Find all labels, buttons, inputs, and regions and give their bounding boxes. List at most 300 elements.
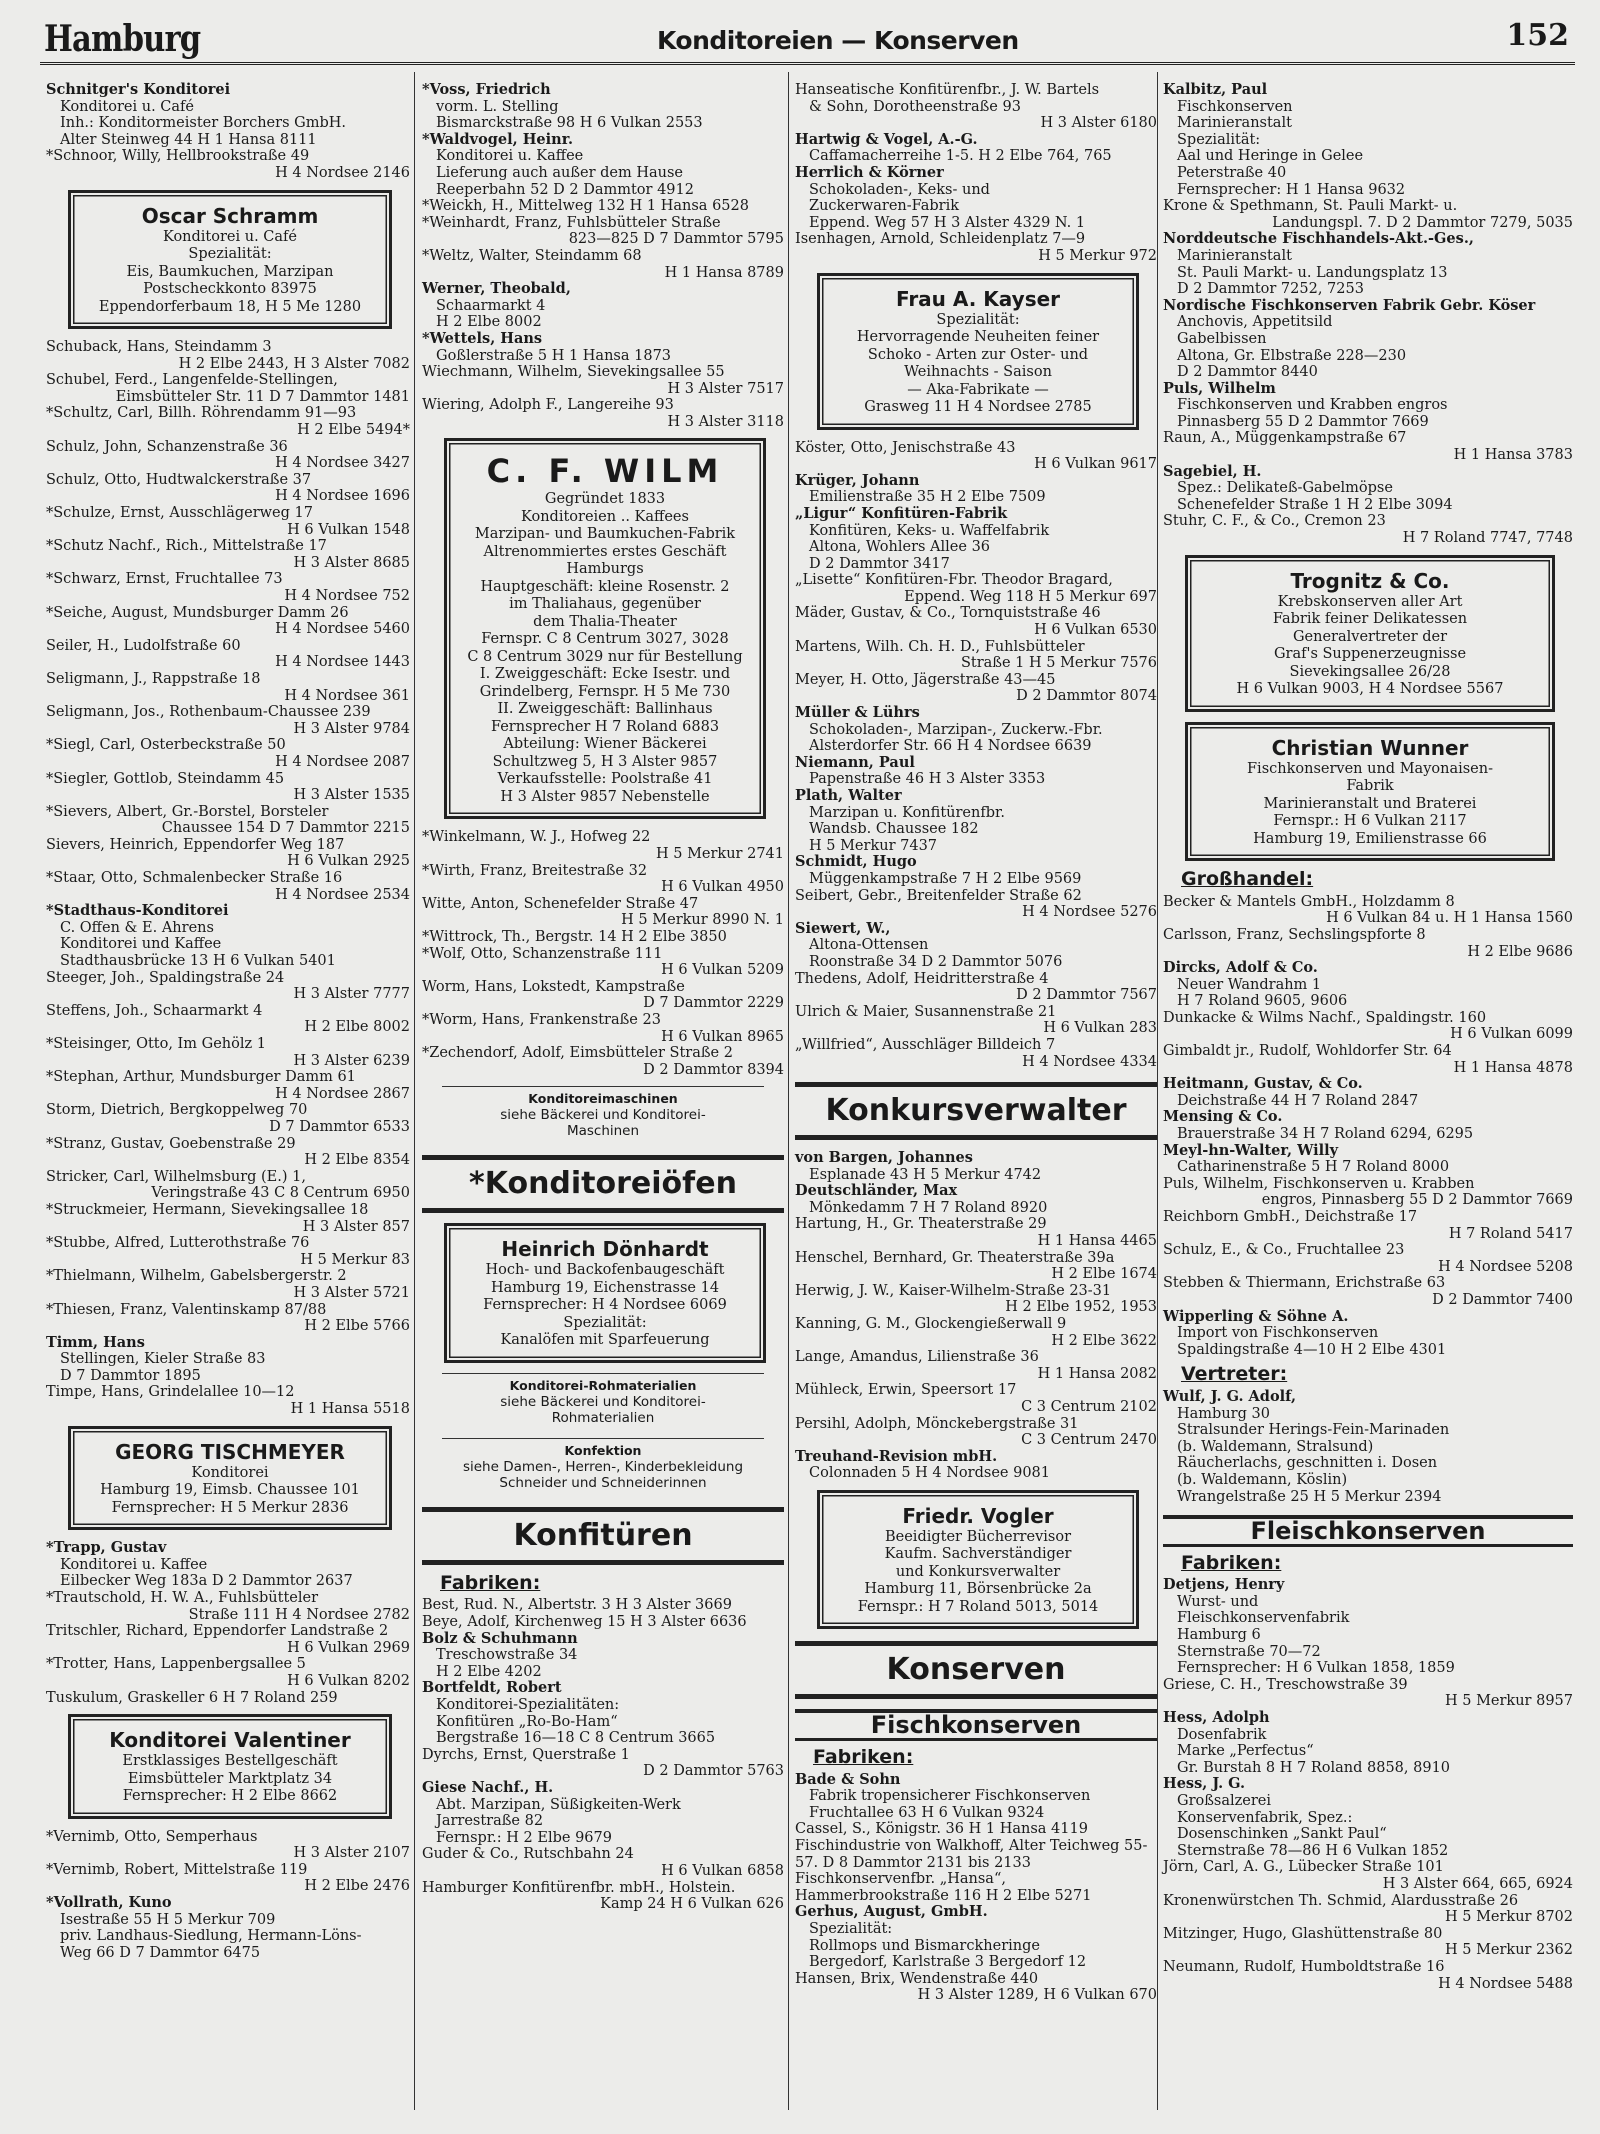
entry-line: H 3 Alster 857 [302, 1218, 410, 1235]
directory-entry [795, 672, 1157, 705]
advertisement-line: Kaufm. Sachverständiger [884, 1546, 1072, 1563]
entry-name: Bade & Sohn [795, 1770, 901, 1788]
advertisement-line: Hamburg 19, Emilienstrasse 66 [1253, 830, 1487, 847]
advertisement-title: Friedr. Vogler [902, 1503, 1054, 1528]
directory-entry [1163, 1275, 1573, 1308]
entry-line: Konditorei u. Café [60, 98, 194, 115]
directory-entry [795, 1871, 1157, 1904]
entry-line: H 4 Nordsee 3427 [275, 455, 410, 472]
advertisement-title: Konditorei Valentiner [109, 1728, 351, 1753]
entry-line: Landungspl. 7. D 2 Dammtor 7279, 5035 [1272, 214, 1573, 231]
entry-line: Fleischkonservenfabrik [1177, 1610, 1350, 1627]
entry-line: (b. Waldemann, Köslin) [1177, 1471, 1348, 1488]
directory-entry [46, 1036, 410, 1069]
advertisement-line: Eppendorferbaum 18, H 5 Me 1280 [98, 298, 362, 315]
directory-entry [422, 198, 784, 215]
note-line: siehe Bäckerei und Konditorei- [500, 1393, 706, 1410]
directory-entry [422, 1012, 784, 1045]
directory-entry [46, 1335, 410, 1385]
entry-line: *Seiche, August, Mundsburger Damm 26 [46, 604, 349, 621]
directory-entry [1163, 1859, 1573, 1892]
entry-line: Fischindustrie von Walkhoff, Alter Teichweg 55-57. D 8 Dammtor 2131 bis 2133 [795, 1838, 1148, 1871]
directory-entry [422, 1597, 784, 1614]
entry-line: Seligmann, Jos., Rothenbaum-Chaussee 239 [46, 704, 371, 721]
entry-line: Veringstraße 43 C 8 Centrum 6950 [151, 1185, 410, 1202]
directory-entry [795, 971, 1157, 1004]
advertisement-title: Oscar Schramm [141, 203, 319, 228]
entry-line: H 3 Alster 9784 [293, 720, 410, 737]
entry-line: H 2 Elbe 8354 [304, 1152, 410, 1169]
category-heading: Fabriken: [1181, 1551, 1282, 1574]
advertisement-line: Fischkonserven und Mayonaisen- [1247, 760, 1493, 777]
entry-line: H 3 Alster 2107 [293, 1845, 410, 1862]
entry-line: Tritschler, Richard, Eppendorfer Landstraße 2 [46, 1623, 389, 1640]
directory-entry [422, 1680, 784, 1746]
advertisement-line: Graf's Suppenerzeugnisse [1273, 646, 1467, 663]
entry-line: Beye, Adolf, Kirchenweg 15 H 3 Alster 6636 [422, 1614, 747, 1631]
directory-entry [795, 231, 1157, 264]
entry-line: vorm. L. Stelling [436, 98, 559, 115]
page-header [40, 14, 1575, 65]
entry-line: (b. Waldemann, Stralsund) [1177, 1438, 1374, 1455]
entry-name: Treuhand-Revision mbH. [795, 1447, 998, 1465]
entry-line: & Sohn, Dorotheenstraße 93 [809, 98, 1021, 115]
entry-line: Cassel, S., Königstr. 36 H 1 Hansa 4119 [795, 1821, 1088, 1838]
entry-line: Martens, Wilh. Ch. H. D., Fuhlsbütteler [795, 638, 1085, 655]
directory-entry [46, 405, 410, 438]
entry-line: Rollmops und Bismarckheringe [809, 1937, 1040, 1954]
advertisement-line: Gegründet 1833 [544, 491, 666, 508]
city-title: Hamburg [44, 18, 201, 60]
advertisement-line: Generalvertreter der [1292, 628, 1448, 645]
directory-entry [46, 372, 410, 405]
entry-line: C 3 Centrum 2102 [1021, 1399, 1157, 1415]
entry-line: H 6 Vulkan 2925 [287, 853, 410, 870]
entry-line: Fischkonservenfbr. „Hansa“, Hammerbrookstraße 116 H 2 Elbe 5271 [795, 1871, 1092, 1904]
entry-name: Schnitger's Konditorei [46, 81, 231, 98]
advertisement-line: Hamburg 11, Börsenbrücke 2a [864, 1581, 1092, 1598]
advertisement-line: Grindelberg, Fernspr. H 5 Me 730 [479, 683, 731, 700]
directory-entry [46, 1862, 410, 1895]
entry-line: Stralsunder Herings-Fein-Marinaden [1177, 1422, 1450, 1439]
entry-line: H 4 Nordsee 1696 [275, 488, 410, 505]
entry-line: Schokoladen-, Marzipan-, Zuckerw.-Fbr. [809, 721, 1103, 738]
entry-line: H 5 Merkur 7437 [809, 837, 938, 854]
section-heading: Konfitüren [422, 1507, 784, 1565]
column-rule [414, 72, 415, 2110]
advertisement-line: Grasweg 11 H 4 Nordsee 2785 [864, 399, 1092, 416]
entry-line: D 2 Dammtor 7567 [1016, 987, 1157, 1004]
entry-line: Witte, Anton, Schenefelder Straße 47 [422, 895, 699, 912]
advertisement-line: Fernsprecher: H 4 Nordsee 6069 [483, 1297, 727, 1314]
entry-line: Lange, Amandus, Lilienstraße 36 [795, 1349, 1039, 1366]
entry-line: *Winkelmann, W. J., Hofweg 22 [422, 829, 651, 846]
entry-line: Hansen, Brix, Wendenstraße 440 [795, 1970, 1039, 1987]
directory-entry [46, 82, 410, 148]
entry-name: Wulf, J. G. Adolf, [1163, 1387, 1297, 1405]
advertisement-line: Hervorragende Neuheiten feiner [856, 329, 1100, 346]
entry-line: Sternstraße 70—72 [1177, 1643, 1321, 1660]
entry-line: Best, Rud. N., Albertstr. 3 H 3 Alster 3669 [422, 1597, 732, 1614]
note-line: Schneider und Schneiderinnen [499, 1474, 707, 1491]
directory-entry [422, 215, 784, 248]
entry-line: „Lisette“ Konfitüren-Fbr. Theodor Bragard, [795, 572, 1113, 589]
advertisement-line: im Thaliahaus, gegenüber [509, 596, 701, 613]
entry-line: Hamburg 30 [1177, 1405, 1270, 1422]
entry-line: Räucherlachs, geschnitten i. Dosen [1177, 1455, 1438, 1472]
entry-line: Guder & Co., Rutschbahn 24 [422, 1846, 634, 1863]
directory-entry [795, 1904, 1157, 1970]
directory-entry [1163, 1959, 1573, 1992]
note-line: siehe Bäckerei und Konditorei- [500, 1107, 706, 1124]
entry-name: *Vollrath, Kuno [46, 1893, 172, 1911]
entry-name: Nordische Fischkonserven Fabrik Gebr. Köser [1163, 296, 1536, 314]
advertisement-line: Krebskonserven aller Art [1277, 593, 1463, 610]
directory-entry [46, 638, 410, 671]
entry-line: engros, Pinnasberg 55 D 2 Dammtor 7669 [1261, 1192, 1573, 1209]
entry-name: Bortfeldt, Robert [422, 1679, 562, 1697]
directory-entry [1163, 513, 1573, 546]
entry-name: *Voss, Friedrich [422, 81, 551, 98]
entry-line: H 6 Vulkan 8965 [661, 1028, 784, 1045]
advertisement-line: — Aka-Fabrikate — [907, 381, 1049, 398]
entry-line: Krone & Spethmann, St. Pauli Markt- u. [1163, 198, 1458, 215]
column-2 [422, 82, 784, 1913]
directory-entry [46, 538, 410, 571]
entry-line: *Wolf, Otto, Schanzenstraße 111 [422, 945, 663, 962]
directory-entry [422, 364, 784, 397]
advertisement-title: GEORG TISCHMEYER [115, 1439, 345, 1464]
entry-name: Werner, Theobald, [422, 280, 571, 298]
entry-line: Meyer, H. Otto, Jägerstraße 43—45 [795, 671, 1056, 688]
entry-line: Isenhagen, Arnold, Schleidenplatz 7—9 [795, 231, 1086, 248]
entry-line: H 7 Roland 7747, 7748 [1402, 530, 1573, 547]
entry-line: D 2 Dammtor 3417 [809, 555, 950, 572]
entry-line: *Schwarz, Ernst, Fruchtallee 73 [46, 571, 283, 588]
page-number: 152 [1506, 18, 1569, 53]
directory-entry [1163, 1776, 1573, 1859]
entry-line: *Sievers, Albert, Gr.-Borstel, Borsteler [46, 803, 329, 820]
entry-line: Fernspr.: H 2 Elbe 9679 [436, 1829, 612, 1846]
entry-line: Stricker, Carl, Wilhelmsburg (E.) 1, [46, 1168, 306, 1185]
entry-line: H 3 Alster 8685 [293, 554, 410, 571]
entry-name: Heitmann, Gustav, & Co. [1163, 1075, 1363, 1093]
entry-line: Konditorei und Kaffee [60, 936, 222, 953]
entry-line: H 4 Nordsee 5460 [275, 621, 410, 638]
directory-entry [46, 1003, 410, 1036]
column-rule [1157, 72, 1158, 2110]
entry-line: H 2 Elbe 2443, H 3 Alster 7082 [178, 355, 410, 372]
directory-entry [46, 1623, 410, 1656]
directory-entry [795, 1382, 1157, 1415]
entry-line: *Trotter, Hans, Lappenbergsallee 5 [46, 1656, 306, 1673]
directory-entry [1163, 430, 1573, 463]
entry-line: *Vernimb, Otto, Semperhaus [46, 1828, 258, 1845]
entry-line: Catharinenstraße 5 H 7 Roland 8000 [1177, 1159, 1450, 1176]
entry-line: Fischkonserven und Krabben engros [1177, 397, 1448, 414]
advertisement-line: I. Zweiggeschäft: Ecke Isestr. und [479, 666, 731, 683]
entry-line: Gimbaldt jr., Rudolf, Wohldorfer Str. 64 [1163, 1043, 1452, 1060]
advertisement-box [817, 1490, 1139, 1630]
entry-name: Hess, Adolph [1163, 1709, 1270, 1727]
directory-entry [46, 804, 410, 837]
entry-line: Marinieranstalt [1177, 115, 1292, 132]
directory-entry [1163, 927, 1573, 960]
advertisement-line: Spezialität: [188, 246, 272, 263]
entry-line: H 6 Vulkan 84 u. H 1 Hansa 1560 [1326, 910, 1573, 927]
note-line: Maschinen [566, 1123, 640, 1140]
entry-line: Import von Fischkonserven [1177, 1325, 1379, 1342]
entry-name: Norddeutsche Fischhandels-Akt.-Ges., [1163, 230, 1474, 248]
column-3 [795, 82, 1157, 2004]
entry-line: Inh.: Konditormeister Borchers GmbH. [60, 115, 346, 132]
entry-line: H 3 Alster 1289, H 6 Vulkan 670 [917, 1987, 1157, 2004]
section-title: Konditoreien — Konserven [657, 26, 1019, 55]
entry-line: Konditorei u. Kaffee [60, 1556, 208, 1573]
entry-line: Stuhr, C. F., & Co., Cremon 23 [1163, 513, 1386, 530]
directory-entry [1163, 1710, 1573, 1776]
subsection-heading: Fischkonserven [795, 1709, 1157, 1741]
advertisement-line: dem Thalia-Theater [533, 613, 677, 630]
entry-line: *Trautschold, H. W. A., Fuhlsbütteler [46, 1589, 319, 1606]
advertisement-box [1185, 555, 1555, 712]
entry-line: Caffamacherreihe 1-5. H 2 Elbe 764, 765 [809, 148, 1112, 165]
entry-line: 823—825 D 7 Dammtor 5795 [568, 231, 784, 248]
entry-line: *Stubbe, Alfred, Lutterothstraße 76 [46, 1235, 310, 1252]
directory-entry [46, 837, 410, 870]
entry-line: Kamp 24 H 6 Vulkan 626 [600, 1896, 784, 1913]
entry-line: Schubel, Ferd., Langenfelde-Stellingen, [46, 372, 338, 389]
advertisement-line: Fernspr. C 8 Centrum 3027, 3028 [481, 631, 729, 648]
entry-line: Steffens, Joh., Schaarmarkt 4 [46, 1002, 263, 1019]
directory-entry [422, 929, 784, 946]
entry-line: Lieferung auch außer dem Hause [436, 164, 684, 181]
directory-entry [795, 506, 1157, 572]
entry-line: D 2 Dammtor 8394 [643, 1061, 784, 1078]
directory-entry [422, 248, 784, 281]
entry-line: H 6 Vulkan 5209 [661, 962, 784, 979]
entry-line: Wrangelstraße 25 H 5 Merkur 2394 [1177, 1488, 1442, 1505]
entry-line: Timpe, Hans, Grindelallee 10—12 [46, 1384, 295, 1401]
entry-line: *Wirth, Franz, Breitestraße 32 [422, 862, 648, 879]
entry-line: D 2 Dammtor 7400 [1432, 1291, 1573, 1308]
advertisement-line: H 3 Alster 9857 Nebenstelle [500, 788, 710, 805]
entry-line: Chaussee 154 D 7 Dammtor 2215 [161, 820, 410, 837]
entry-line: H 1 Hansa 2082 [1037, 1365, 1157, 1382]
entry-line: Becker & Mantels GmbH., Holzdamm 8 [1163, 893, 1455, 910]
entry-line: H 1 Hansa 4465 [1037, 1233, 1157, 1250]
directory-entry [422, 397, 784, 430]
directory-entry [422, 1045, 784, 1078]
advertisement-line: Konditorei u. Café [163, 228, 297, 245]
entry-line: Brauerstraße 34 H 7 Roland 6294, 6295 [1177, 1126, 1474, 1143]
directory-entry [46, 1136, 410, 1169]
entry-line: H 6 Vulkan 2969 [287, 1639, 410, 1656]
directory-entry [1163, 82, 1573, 198]
entry-line: C 3 Centrum 2470 [1021, 1432, 1157, 1449]
entry-line: Carlsson, Franz, Sechslingspforte 8 [1163, 926, 1426, 943]
directory-entry [795, 755, 1157, 788]
section-heading: Konkursverwalter [795, 1082, 1157, 1140]
directory-entry [795, 1838, 1157, 1871]
entry-line: Konditorei-Spezialitäten: [436, 1697, 620, 1714]
entry-line: H 2 Elbe 1674 [1051, 1266, 1157, 1283]
advertisement-line: Marzipan- und Baumkuchen-Fabrik [474, 526, 736, 543]
entry-line: D 2 Dammtor 8440 [1177, 364, 1318, 381]
directory-entry [422, 946, 784, 979]
entry-line: Wurst- und [1177, 1593, 1259, 1610]
entry-line: Konditorei u. Kaffee [436, 148, 584, 165]
entry-line: Steeger, Joh., Spaldingstraße 24 [46, 969, 285, 986]
note-line: siehe Damen-, Herren-, Kinderbekleidung [462, 1458, 744, 1475]
entry-line: Storm, Dietrich, Bergkoppelweg 70 [46, 1102, 308, 1119]
entry-line: Fischkonserven [1177, 98, 1293, 115]
entry-name: Bolz & Schuhmann [422, 1629, 578, 1647]
directory-entry [46, 339, 410, 372]
entry-line: Zuckerwaren-Fabrik [809, 198, 959, 215]
advertisement-line: Fabrik feiner Delikatessen [1272, 611, 1468, 628]
entry-line: H 7 Roland 5417 [1448, 1225, 1573, 1242]
directory-entry [46, 1202, 410, 1235]
directory-entry [795, 1004, 1157, 1037]
entry-line: H 2 Elbe 1952, 1953 [1005, 1299, 1157, 1316]
advertisement-box [1185, 722, 1555, 862]
directory-entry [422, 1631, 784, 1681]
entry-name: Meyl-hn-Walter, Willy [1163, 1141, 1339, 1159]
entry-line: Raun, A., Müggenkampstraße 67 [1163, 430, 1407, 447]
entry-name: Herrlich & Körner [795, 163, 944, 181]
entry-line: H 2 Elbe 5766 [304, 1318, 410, 1335]
directory-entry [422, 1747, 784, 1780]
entry-line: H 4 Nordsee 2534 [275, 886, 410, 903]
entry-name: Wipperling & Söhne A. [1163, 1307, 1349, 1325]
entry-line: Peterstraße 40 [1177, 164, 1287, 181]
entry-line: H 2 Elbe 3622 [1051, 1332, 1157, 1349]
advertisement-line: C 8 Centrum 3029 nur für Bestellung [467, 648, 743, 665]
entry-line: Kronenwürstchen Th. Schmid, Alardusstraße 26 [1163, 1892, 1519, 1909]
advertisement-line: Konditoreien .. Kaffees [521, 508, 689, 525]
entry-line: H 6 Vulkan 6099 [1450, 1026, 1573, 1043]
directory-entry [422, 132, 784, 198]
directory-entry [422, 1614, 784, 1631]
entry-line: H 5 Merkur 8702 [1444, 1909, 1573, 1926]
directory-entry [422, 1880, 784, 1913]
entry-line: Ulrich & Maier, Susannenstraße 21 [795, 1003, 1057, 1020]
advertisement-line: Weihnachts - Saison [904, 364, 1052, 381]
entry-line: H 2 Elbe 4202 [436, 1663, 542, 1680]
entry-line: D 2 Dammtor 7252, 7253 [1177, 281, 1364, 298]
directory-entry [46, 1829, 410, 1862]
entry-line: Hanseatische Konfitürenfbr., J. W. Bartels [795, 82, 1100, 98]
advertisement-title: C. F. WILM [486, 452, 724, 491]
entry-line: Altona, Wohlers Allee 36 [809, 539, 991, 556]
entry-name: Mensing & Co. [1163, 1108, 1283, 1126]
advertisement-line: Spezialität: [936, 311, 1020, 328]
directory-entry [795, 1971, 1157, 2004]
advertisement-line: Eis, Baumkuchen, Marzipan [126, 263, 334, 280]
entry-line: Seligmann, J., Rappstraße 18 [46, 670, 261, 687]
entry-line: Esplanade 43 H 5 Merkur 4742 [809, 1166, 1042, 1183]
entry-line: Gr. Burstah 8 H 7 Roland 8858, 8910 [1177, 1759, 1451, 1776]
entry-name: *Stadthaus-Konditorei [46, 902, 229, 920]
directory-entry [1163, 198, 1573, 231]
entry-name: Puls, Wilhelm [1163, 379, 1276, 397]
entry-line: Fernsprecher: H 1 Hansa 9632 [1177, 181, 1406, 198]
entry-line: H 6 Vulkan 283 [1043, 1020, 1157, 1037]
entry-name: von Bargen, Johannes [795, 1149, 973, 1167]
entry-line: *Worm, Hans, Frankenstraße 23 [422, 1012, 661, 1028]
directory-entry [46, 903, 410, 969]
directory-entry [795, 1150, 1157, 1183]
entry-line: H 3 Alster 7777 [293, 986, 410, 1003]
advertisement-line: Hauptgeschäft: kleine Rosenstr. 2 [480, 578, 730, 595]
directory-entry [1163, 298, 1573, 381]
advertisement-line: II. Zweiggeschäft: Ballinhaus [497, 701, 713, 718]
column-rule [788, 72, 789, 2110]
directory-entry [1163, 1389, 1573, 1505]
directory-entry [46, 1268, 410, 1301]
directory-entry [46, 1540, 410, 1590]
advertisement-line: Marinieranstalt und Braterei [1263, 795, 1477, 812]
directory-entry [46, 1302, 410, 1335]
directory-entry [46, 1102, 410, 1135]
entry-line: Spezialität: [809, 1921, 893, 1937]
advertisement-line: H 6 Vulkan 9003, H 4 Nordsee 5567 [1236, 681, 1504, 698]
advertisement-line: Verkaufsstelle: Poolstraße 41 [497, 771, 713, 788]
directory-entry [46, 571, 410, 604]
note-title: Konditoreimaschinen [528, 1091, 678, 1107]
entry-line: Deichstraße 44 H 7 Roland 2847 [1177, 1092, 1419, 1109]
advertisement-title: Trognitz & Co. [1290, 568, 1450, 593]
entry-name: Timm, Hans [46, 1333, 145, 1351]
entry-line: Konfitüren, Keks- u. Waffelfabrik [809, 522, 1050, 539]
entry-line: Tuskulum, Graskeller 6 H 7 Roland 259 [46, 1689, 338, 1706]
directory-entry [46, 605, 410, 638]
entry-line: H 1 Hansa 5518 [290, 1401, 410, 1418]
advertisement-line: Hamburg 19, Eichenstrasse 14 [490, 1279, 720, 1296]
directory-entry [795, 1216, 1157, 1249]
entry-line: Kanning, G. M., Glockengießerwall 9 [795, 1316, 1067, 1333]
directory-entry [1163, 1176, 1573, 1209]
entry-name: Plath, Walter [795, 787, 902, 804]
advertisement-line: Fernsprecher: H 5 Merkur 2836 [111, 1499, 349, 1516]
entry-line: H 4 Nordsee 4334 [1022, 1053, 1157, 1070]
cross-reference-note [442, 1373, 764, 1430]
entry-line: Altona, Gr. Elbstraße 228—230 [1177, 347, 1407, 364]
entry-line: H 6 Vulkan 8202 [287, 1672, 410, 1689]
advertisement-line: Fernsprecher: H 2 Elbe 8662 [122, 1788, 338, 1805]
entry-name: Giese Nachf., H. [422, 1779, 554, 1796]
cross-reference-note [442, 1086, 764, 1143]
entry-line: Griese, C. H., Treschowstraße 39 [1163, 1676, 1408, 1693]
advertisement-box [444, 1223, 766, 1363]
entry-line: *Zechendorf, Adolf, Eimsbütteler Straße 2 [422, 1045, 733, 1062]
category-heading: Fabriken: [813, 1746, 914, 1769]
entry-line: H 5 Merkur 2362 [1444, 1942, 1573, 1959]
directory-entry [422, 979, 784, 1012]
directory-entry [795, 1416, 1157, 1449]
directory-entry [1163, 231, 1573, 297]
directory-entry [1163, 960, 1573, 1010]
directory-entry [46, 1384, 410, 1417]
entry-line: H 2 Elbe 8002 [304, 1019, 410, 1036]
entry-line: Thedens, Adolf, Heidritterstraße 4 [795, 970, 1049, 987]
entry-line: Marzipan u. Konfitürenfbr. [809, 804, 1005, 821]
entry-line: *Weickh, H., Mittelweg 132 H 1 Hansa 6528 [422, 198, 749, 215]
entry-name: Krüger, Johann [795, 471, 920, 489]
directory-entry [795, 1037, 1157, 1070]
entry-line: Reichborn GmbH., Deichstraße 17 [1163, 1209, 1418, 1225]
